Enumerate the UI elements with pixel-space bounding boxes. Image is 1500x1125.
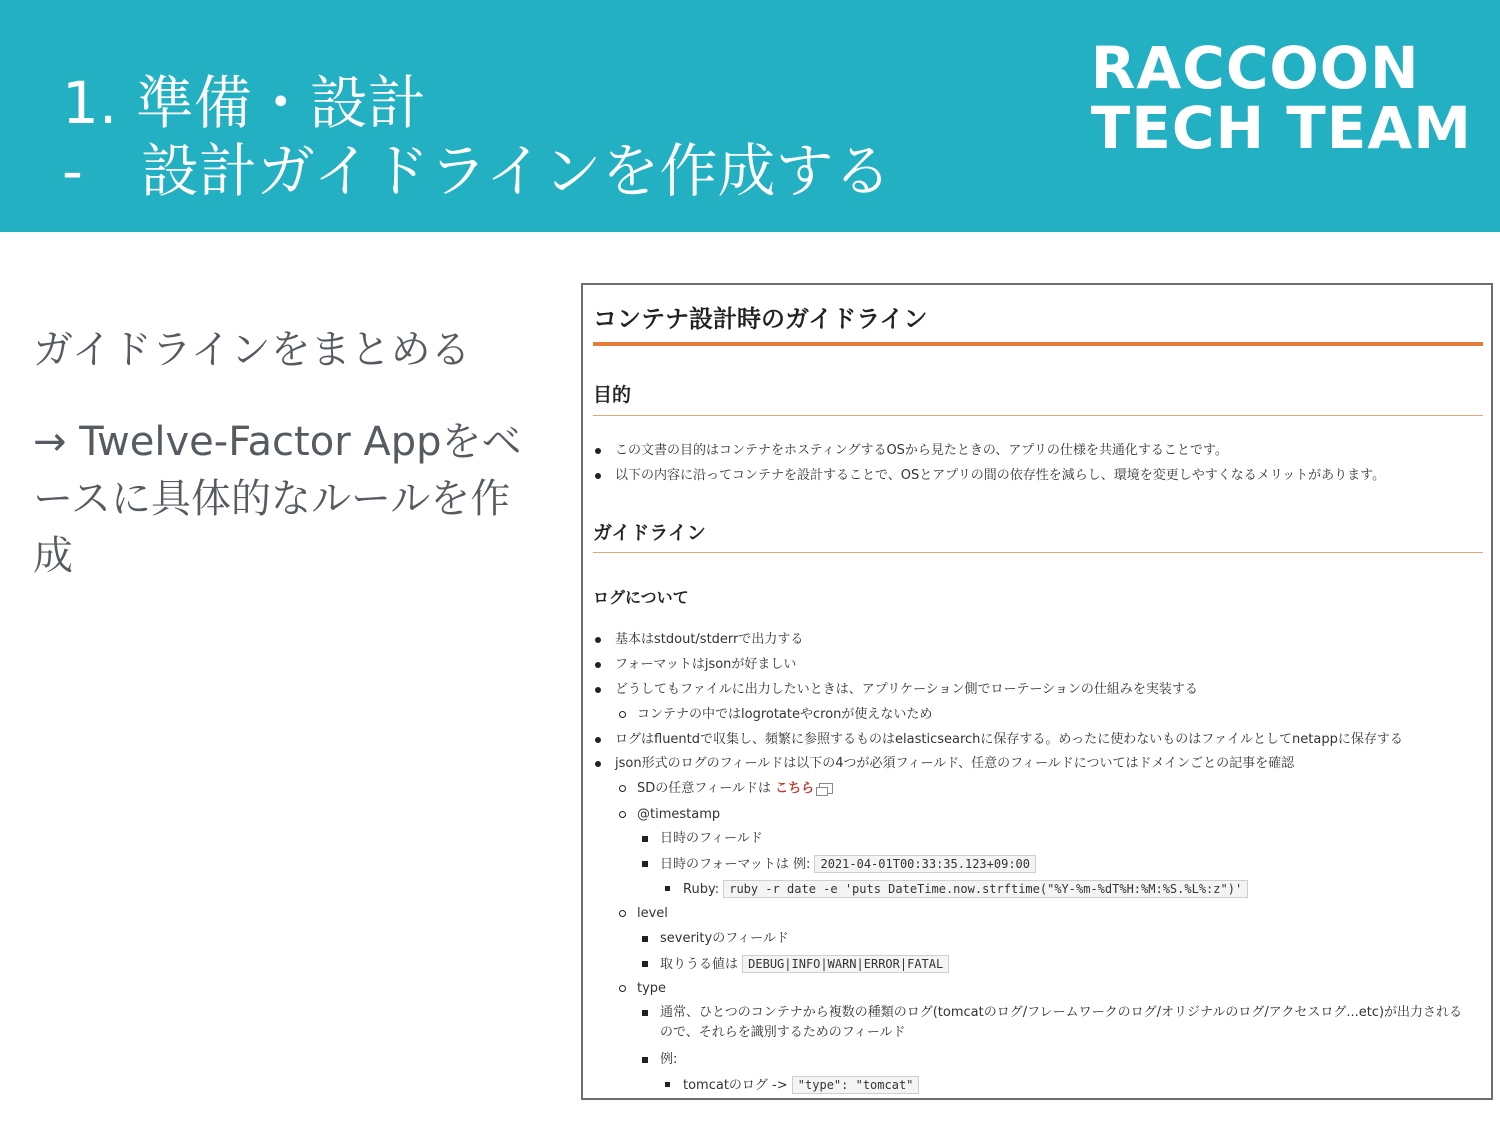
slide-header bbox=[0, 0, 1500, 232]
level-values: 取りうる値は DEBUG|INFO|WARN|ERROR|FATAL bbox=[642, 954, 949, 975]
timestamp-desc: 日時のフィールド bbox=[642, 829, 763, 849]
guideline-heading: ガイドライン bbox=[593, 522, 706, 544]
timestamp-field: @timestamp bbox=[619, 805, 720, 825]
slide-title-line2: - 設計ガイドラインを作成する bbox=[62, 137, 892, 205]
log-item: どうしてもファイルに出力したいときは、アプリケーション側でローテーションの仕組みを実装する bbox=[595, 680, 1198, 700]
log-heading: ログについて bbox=[593, 588, 689, 607]
log-sub-item: コンテナの中ではlogrotateやcronが使えないため bbox=[619, 705, 932, 725]
slide-title-line1: 1. 準備・設計 bbox=[62, 69, 426, 137]
logo-line2: TECH TEAM bbox=[1090, 94, 1472, 162]
tomcat-example: tomcatのログ -> "type": "tomcat" bbox=[665, 1075, 919, 1096]
external-link-icon bbox=[819, 783, 833, 794]
sd-optional-link[interactable]: こちら bbox=[775, 781, 815, 796]
sd-optional-item: SDの任意フィールドは こちら bbox=[619, 779, 833, 799]
logo-line1: RACCOON bbox=[1090, 34, 1420, 102]
ruby-code: ruby -r date -e 'puts DateTime.now.strftime("%Y-%m-%dT%H:%M:%S.%L%:z")' bbox=[723, 880, 1248, 898]
doc-title: コンテナ設計時のガイドライン bbox=[593, 305, 928, 333]
level-desc: severityのフィールド bbox=[642, 929, 789, 949]
purpose-divider bbox=[593, 415, 1483, 416]
level-field: level bbox=[619, 904, 668, 924]
raccoon-tech-team-logo bbox=[1090, 34, 1472, 162]
tomcat-code: "type": "tomcat" bbox=[792, 1076, 920, 1094]
type-desc: 通常、ひとつのコンテナから複数の種類のログ(tomcatのログ/フレームワークのログ/オリジナルのログ/アクセスログ...etc)が出力されるので、それらを識別するためのフィールド bbox=[642, 1003, 1472, 1043]
log-item: ログはfluentdで収集し、頻繁に参照するものはelasticsearchに保存する。めったに使わないものはファイルとしてnetappに保存する bbox=[595, 730, 1403, 750]
timestamp-example-code: 2021-04-01T00:33:35.123+09:00 bbox=[814, 855, 1036, 873]
ruby-example: Ruby: ruby -r date -e 'puts DateTime.now.strftime("%Y-%m-%dT%H:%M:%S.%L%:z")' bbox=[665, 879, 1248, 900]
purpose-heading: 目的 bbox=[593, 384, 632, 406]
example-label: 例: bbox=[642, 1050, 677, 1070]
log-item: json形式のログのフィールドは以下の4つが必須フィールド、任意のフィールドについてはドメインごとの記事を確認 bbox=[595, 754, 1294, 774]
purpose-item: 以下の内容に沿ってコンテナを設計することで、OSとアプリの間の依存性を減らし、環境を変更しやすくなるメリットがあります。 bbox=[595, 466, 1385, 486]
log-item: 基本はstdout/stderrで出力する bbox=[595, 630, 803, 650]
guideline-divider bbox=[593, 552, 1483, 553]
level-values-code: DEBUG|INFO|WARN|ERROR|FATAL bbox=[742, 955, 949, 973]
log-item: フォーマットはjsonが好ましい bbox=[595, 655, 796, 675]
purpose-item: この文書の目的はコンテナをホスティングするOSから見たときの、アプリの仕様を共通化することです。 bbox=[595, 441, 1228, 461]
left-point-summary: ガイドラインをまとめる bbox=[33, 327, 471, 373]
guideline-document-screenshot bbox=[581, 283, 1493, 1100]
type-field: type bbox=[619, 979, 666, 999]
title-divider bbox=[593, 342, 1483, 346]
left-point-detail: → Twelve-Factor Appをベースに具体的なルールを作成 bbox=[33, 419, 522, 579]
timestamp-format: 日時のフォーマットは 例: 2021-04-01T00:33:35.123+09:00 bbox=[642, 854, 1036, 875]
